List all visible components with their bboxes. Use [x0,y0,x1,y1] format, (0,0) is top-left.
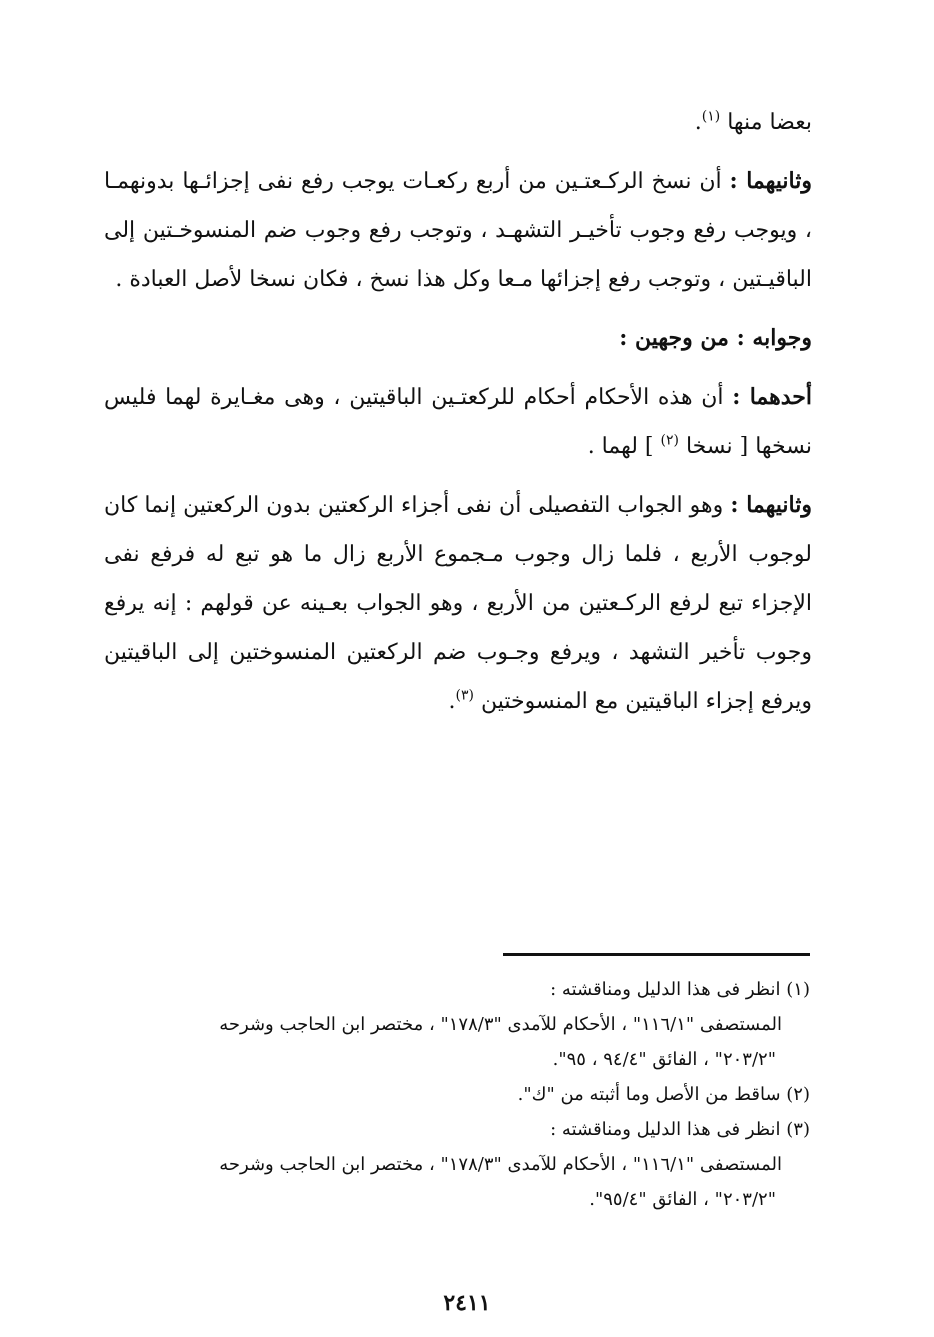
footnote-2: (٢) ساقط من الأصل وما أثبته من "ك". [517,1084,810,1105]
footnote-3-line-1: المستصفى "١١٦/١" ، الأحكام للآمدى "١٧٨/٣" ، مختصر ابن الحاجب وشرحه [219,1154,782,1175]
paragraph-4 [104,481,812,726]
footnote-ref-2: (٢) [660,432,679,449]
paragraph-4-text: وهو الجواب التفصيلى أن نفى أجزاء الركعتين بدون الركعتين إنما كان لوجوب الأربع ، فلما زال وجوب مـجموع الأربع زال ما هو تبع له فرفع نفى الإجزاء تبع لرفع الركـعتين من الأربع ، وهو الجواب بعـينه عن قولهم : إنه يرفع وجوب تأخير التشهد ، ويرفع وجـوب ضم الركعتين المنسوختين إلى الباقيتين ويرفع إجزاء الباقيتين مع المنسوختين [104,493,812,714]
footnote-1-citation [104,1007,810,1077]
footnote-ref-1: (١) [701,108,721,125]
footnote-3-citation [104,1147,810,1217]
paragraph-3 [104,373,812,471]
paragraph-0 [104,98,812,147]
footnote-1-line-1: المستصفى "١١٦/١" ، الأحكام للآمدى "١٧٨/٣" ، مختصر ابن الحاجب وشرحه [219,1014,782,1035]
paragraph-0-tail: . [694,110,702,135]
main-text [104,98,812,726]
footnote-3-line-2: "٢٠٣/٢" ، الفائق "٩٥/٤". [589,1189,776,1210]
footnote-ref-3: (٣) [455,687,474,704]
paragraph-0-text: بعضا منها [720,110,812,135]
page-number: ٢٤١١ [443,1290,491,1316]
footnote-1-heading: (١) انظر فى هذا الدليل ومناقشته : [550,979,810,1000]
footnotes [104,972,810,1217]
footnote-separator [503,953,810,956]
paragraph-4-lead: وثانيهما : [730,492,812,518]
paragraph-1 [104,157,812,304]
paragraph-3-text: أن هذه الأحكام أحكام للركعتـين الباقيتين ، وهى مغـايرة لهما فليس نسخها [ نسخا [104,385,812,459]
footnote-1-line-2: "٢٠٣/٢" ، الفائق "٩٤/٤ ، ٩٥". [552,1049,776,1070]
paragraph-3-tail: ] لهما . [587,434,661,459]
paragraph-3-lead: أحدهما : [732,384,812,410]
paragraph-2-lead: وجوابه : من وجهين : [619,325,812,351]
paragraph-1-lead: وثانيهما : [729,168,812,194]
footnote-3-heading: (٣) انظر فى هذا الدليل ومناقشته : [550,1119,810,1140]
paragraph-1-text: أن نسخ الركـعتـين من أربع ركعـات يوجب رفع نفى إجزائـها بدونهمـا ، ويوجب رفع وجوب تأخيـر التشهـد ، وتوجب رفع وجوب ضم المنسوخـتين إلى الباقيـتين ، وتوجب رفع إجزائها مـعا وكل هذا نسخ ، فكان نسخا لأصل العبادة . [104,169,812,292]
paragraph-4-tail: . [448,689,456,714]
paragraph-2 [104,314,812,363]
